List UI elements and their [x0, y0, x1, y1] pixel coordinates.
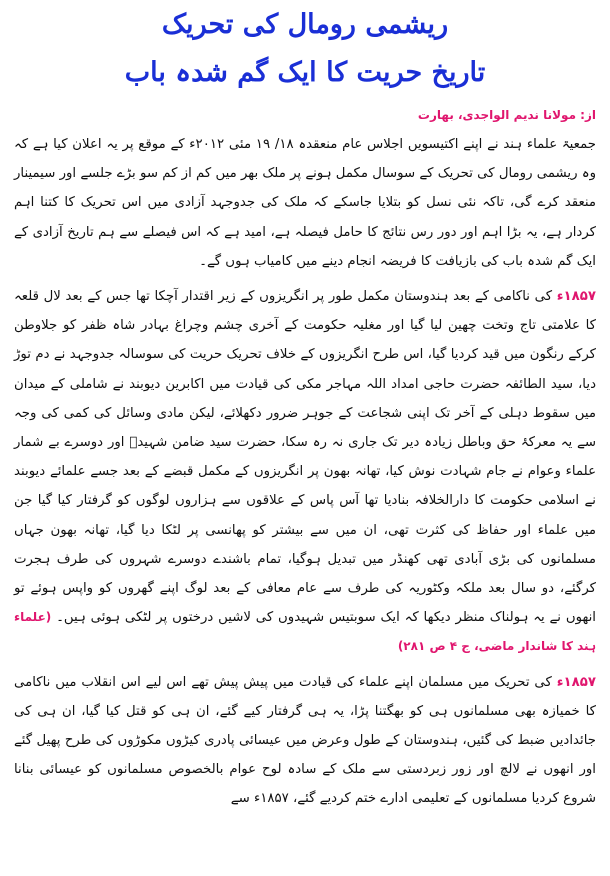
- article-subtitle: تاریخ حریت کا ایک گم شدہ باب: [124, 57, 486, 88]
- year-1857: ۱۸۵۷ء: [556, 289, 596, 305]
- year-1857-second: ۱۸۵۷ء: [556, 674, 596, 690]
- paragraph-intro: جمعیۃ علماء ہند نے اپنے اکتیسویں اجلاس عام منعقدہ ۱۸/ ۱۹ مئی ۲۰۱۲ء کے موقع پر یہ اعلان کیا ہے کہ وہ ریشمی رومال کی تحریک کے سوسال مکمل ہونے پر ملک بھر میں کم از کم سو بڑے جلسے اور سیمینار منعقد کرے گی، تاکہ نئی نسل کو بتلایا جاسکے کہ ملک کی جدوجہد آزادی میں اس تحریک کا کتنا اہم کردار ہے، یہ بڑا اہم اور دور رس نتائج کا حامل فیصلہ ہے، امید ہے کہ اس فیصلے سے ہم تاریخ آزادی کے ایک گم شدہ باب کی بازیافت کا فریضہ انجام دینے میں کامیاب ہوں گے۔: [14, 137, 596, 269]
- paragraph-history: [10, 282, 600, 662]
- paragraph-history-text: کی ناکامی کے بعد ہندوستان مکمل طور پر انگریزوں کے زیر اقتدار آچکا تھا جس کے بعد لال قلعہ کا علامتی تاج وتخت چھین لیا گیا اور مغلیہ حکومت کے آخری چشم وچراغ بہادر شاہ ظفر کو جلاوطن کرکے رنگون میں قید کردیا گیا، اس طرح انگریزوں کے خلاف تحریک حریت کی سوسالہ جدوجہد نے دم توڑ دیا، سید الطائفہ حضرت حاجی امداد اللہ مہاجر مکی کی قیادت میں اکابرین دیوبند نے شاملی کے میدان میں سقوط دہلی کے آخر تک اپنی شجاعت کے جوہر ضرور دکھلائے، لیکن مادی وسائل کی کمی کی وجہ سے یہ معرکۂ حق وباطل زیادہ دیر تک جاری نہ رہ سکا، حضرت سید ضامن شہیدؒ اور دوسرے بے شمار علماء وعوام نے جام شہادت نوش کیا، تھانہ بھون پر انگریزوں کے مکمل قبضے کے بعد جسے علمائے دیوبند نے اسلامی حکومت کا دارالخلافہ بنادیا تھا آس پاس کے علاقوں سے ہزاروں لوگوں کو گرفتار کیا گیا جن میں علماء اور حفاظ کی کثرت تھی، ان میں سے بیشتر کو پھانسی پر لٹکا دیا گیا، تھانہ بھون جہاں مسلمانوں کی بڑی آبادی تھی کھنڈر میں تبدیل ہوگیا، تمام باشندے دوسرے شہروں کی طرف ہجرت کرگئے، دو سال بعد ملکہ وکٹوریہ کی طرف سے عام معافی کے بعد لوگ اپنے گھروں کو واپس ہوئے تو انھوں نے یہ ہولناک منظر دیکھا کہ ایک سوبتیس شہیدوں کی لاشیں درختوں پر لٹکی ہوئی ہیں۔: [14, 289, 596, 626]
- author-byline: از: مولانا ندیم الواجدی، بھارت: [417, 108, 596, 122]
- article-title: ریشمی رومال کی تحریک: [161, 9, 449, 40]
- citation-reference: (علماء ہند کا شاندار ماضی، ج ۴ ص ۲۸۱): [14, 610, 596, 654]
- paragraph-aftermath-text: کی تحریک میں مسلمان اپنے علماء کی قیادت میں پیش پیش تھے اس لیے اس انقلاب میں ناکامی کا خمیازہ بھی مسلمانوں ہی کو بھگتنا پڑا، یہ ہی گرفتار کیے گئے، ان ہی کو قتل کیا گیا، ان ہی کی جائدادیں ضبط کی گئیں، ہندوستان کے طول وعرض میں عیسائی پادری کیڑوں مکوڑوں کی طرح پھیل گئے اور انھوں نے لالچ اور زور زبردستی سے ملک کے سادہ لوح عوام بالخصوص مسلمانوں کو عیسائی بنانا شروع کردیا مسلمانوں کے تعلیمی ادارے ختم کردیے گئے، ۱۸۵۷ء سے: [14, 674, 596, 807]
- paragraph-aftermath: [10, 668, 600, 814]
